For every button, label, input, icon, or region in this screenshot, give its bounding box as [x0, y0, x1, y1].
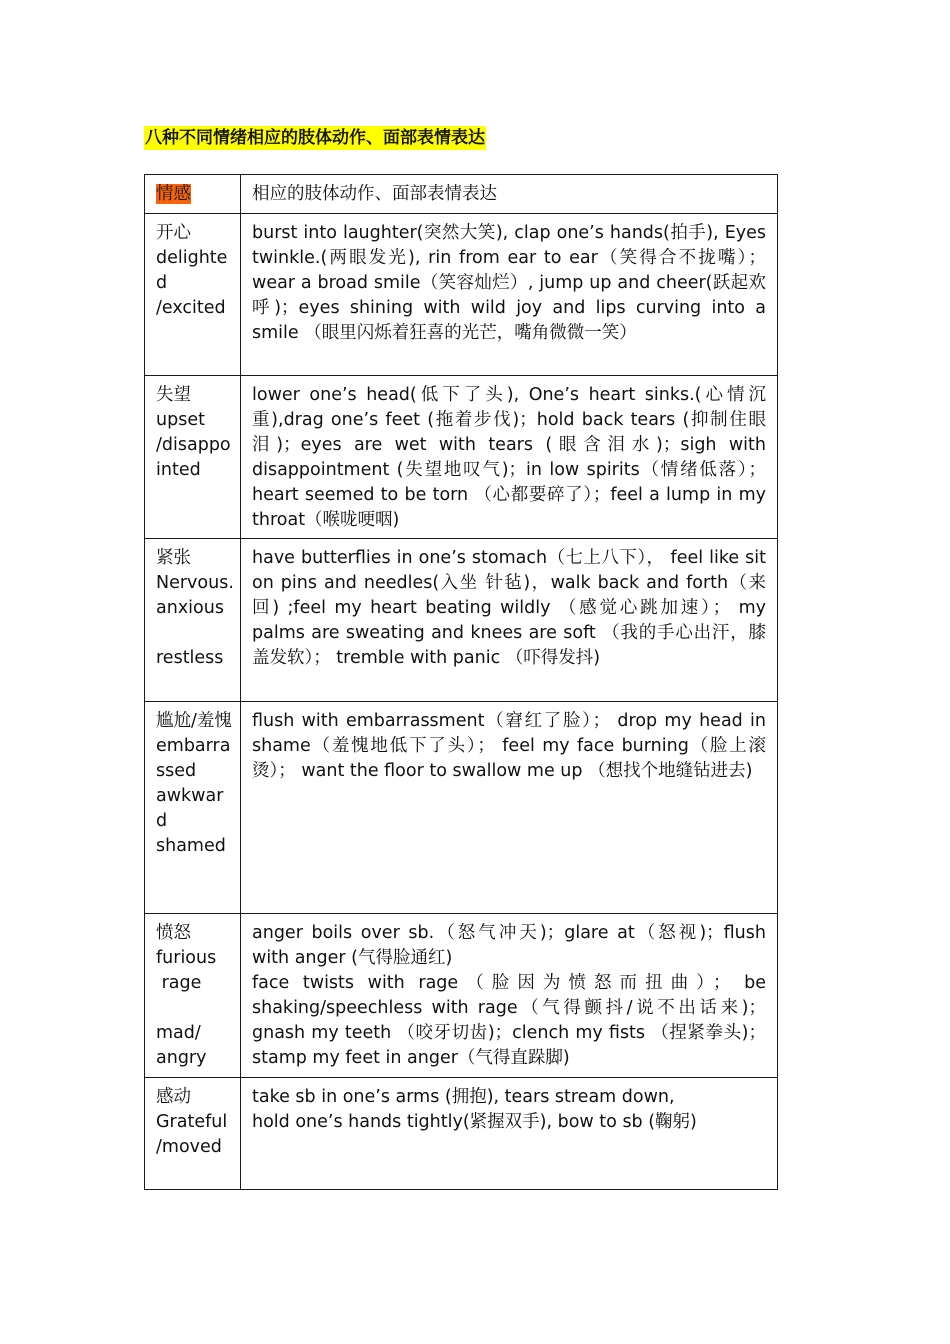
emotion-cell: [145, 539, 241, 702]
emotion-line: anxious: [156, 598, 224, 619]
emotion-expression-table: [144, 174, 778, 1190]
emotion-line: Grateful: [156, 1111, 228, 1132]
emotion-cell: [145, 702, 241, 914]
expression-cell: lower one’s head(低下了头), One’s heart sinks.(心情沉重),drag one’s feet (拖着步伐)；hold back tears (抑制住眼泪)；eyes are wet with tears (眼含泪水)；sigh with disappointment (失望地叹气)；in low spirits（情绪低落）；heart seemed to be torn （心都要碎了）；feel a lump in my throat（喉咙哽咽): [241, 376, 778, 539]
emotion-line: shamed: [156, 835, 226, 856]
emotion-line: rage: [156, 973, 202, 994]
emotion-line: 开心: [156, 223, 191, 243]
emotion-line: 紧张: [156, 548, 191, 569]
header-expression-cell: 相应的肢体动作、面部表情表达: [241, 175, 778, 214]
table-row: [145, 214, 778, 376]
emotion-line: angry: [156, 1047, 207, 1068]
expression-cell: [241, 1077, 778, 1189]
emotion-line: 尴尬/羞愧: [156, 711, 232, 732]
table-row: [145, 702, 778, 914]
emotion-line: restless: [156, 648, 224, 669]
header-emotion-cell: [145, 175, 241, 214]
emotion-line: furious: [156, 948, 217, 969]
emotion-cell: [145, 376, 241, 539]
emotion-line: 愤怒: [156, 923, 191, 944]
expression-cell: have butterflies in one’s stomach（七上八下）， feel like sit on pins and needles(入坐 针毡)，walk back and forth（来回) ;feel my heart beating wildly （感觉心跳加速）； my palms are sweating and knees are soft （我的手心出汗，膝盖发软）； tremble with panic （吓得发抖): [241, 539, 778, 702]
expression-line: hold one’s hands tightly(紧握双手), bow to sb (鞠躬): [252, 1111, 697, 1132]
table-row: [145, 914, 778, 1077]
emotion-line: awkward: [156, 786, 224, 832]
emotion-line: /disappointed: [156, 434, 231, 480]
emotion-line: delighted: [156, 247, 228, 293]
emotion-cell: [145, 1077, 241, 1189]
expression-cell: burst into laughter(突然大笑), clap one’s hands(拍手), Eyes twinkle.(两眼发光), rin from ear to ear（笑得合不拢嘴）； wear a broad smile（笑容灿烂）, jump up and cheer(跃起欢呼)；eyes shining with wild joy and lips curving into a smile （眼里闪烁着狂喜的光芒，嘴角微微一笑）: [241, 214, 778, 376]
expression-cell: [241, 914, 778, 1077]
header-emotion-label: 情感: [156, 184, 191, 204]
emotion-cell: [145, 914, 241, 1077]
table-header-row: [145, 175, 778, 214]
emotion-cell: [145, 214, 241, 376]
page-title: 八种不同情绪相应的肢体动作、面部表情表达: [145, 128, 485, 148]
table-row: [145, 1077, 778, 1189]
emotion-line: [156, 996, 234, 1021]
expression-line: take sb in one’s arms (拥抱), tears stream down,: [252, 1086, 675, 1107]
emotion-line: [156, 621, 234, 646]
emotion-line: embarrassed: [156, 736, 231, 782]
table-row: [145, 539, 778, 702]
emotion-line: Nervous.: [156, 573, 234, 594]
emotion-line: 失望: [156, 385, 191, 405]
expression-cell: flush with embarrassment（窘红了脸）； drop my head in shame（羞愧地低下了头）； feel my face burning（脸上滚烫）； want the floor to swallow me up （想找个地缝钻进去): [241, 702, 778, 914]
expression-line: anger boils over sb.（怒气冲天)；glare at（怒视)；flush with anger (气得脸通红): [252, 923, 772, 969]
emotion-line: mad/: [156, 1023, 201, 1044]
table-row: [145, 376, 778, 539]
emotion-line: /excited: [156, 297, 226, 318]
emotion-line: upset: [156, 409, 205, 430]
expression-line: face twists with rage（脸因为愤怒而扭曲）； be shaking/speechless with rage（气得颤抖/说不出话来)；gnash my teeth （咬牙切齿)；clench my fists （捏紧拳头)；stamp my feet in anger（气得直跺脚): [252, 973, 772, 1068]
emotion-line: /moved: [156, 1136, 222, 1157]
emotion-line: 感动: [156, 1086, 191, 1107]
